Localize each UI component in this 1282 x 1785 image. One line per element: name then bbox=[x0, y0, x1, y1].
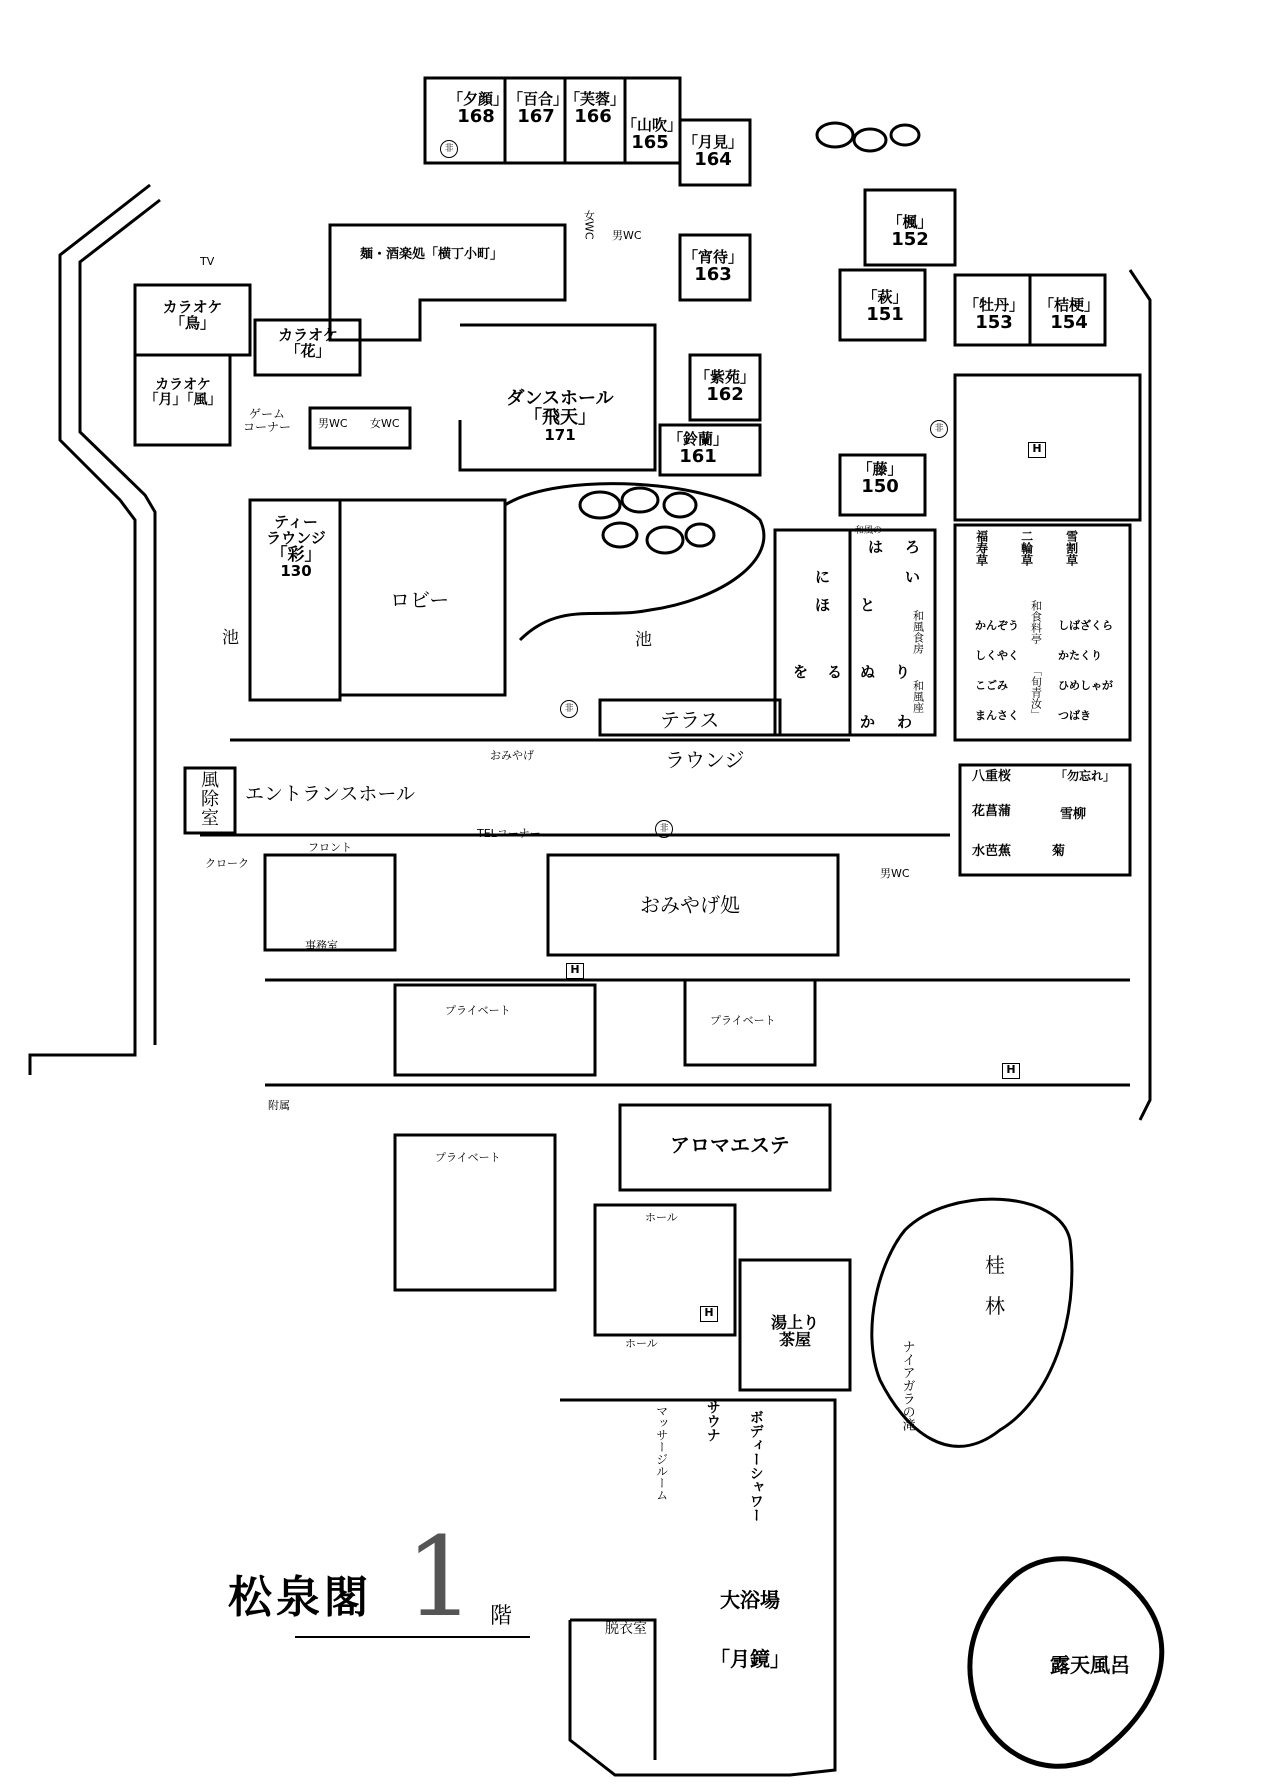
souvenir-label[interactable]: おみやげ処 bbox=[640, 893, 740, 917]
room-162[interactable] bbox=[692, 370, 758, 405]
room-153-name: 「牡丹」 bbox=[963, 296, 1024, 314]
rest-nirinso[interactable]: 二輪草 bbox=[1019, 530, 1034, 566]
niagara-label: ナイアガラの滝 bbox=[899, 1340, 915, 1431]
terrace-label[interactable]: テラス bbox=[660, 708, 720, 732]
tea-lounge-num: 130 bbox=[280, 562, 312, 581]
lobby-label[interactable]: ロビー bbox=[390, 588, 450, 612]
block-yokocho bbox=[330, 225, 565, 340]
floor-title-suffix: 階 bbox=[490, 1604, 513, 1629]
room-168-name: 「夕顔」 bbox=[448, 90, 509, 108]
room-165[interactable] bbox=[622, 116, 683, 153]
karaoke-hana[interactable] bbox=[258, 328, 358, 360]
massage-label[interactable]: マッサージルーム bbox=[654, 1405, 669, 1501]
wc-men-west[interactable]: 男WC bbox=[318, 417, 348, 430]
rest-hanashoubu[interactable]: 花菖蒲 bbox=[972, 804, 1012, 819]
floor-title-name: 松泉閣 bbox=[228, 1572, 372, 1623]
rest-himeshaga[interactable]: ひめしゃが bbox=[1058, 679, 1113, 692]
room-162-num: 162 bbox=[706, 383, 744, 405]
dance-hall[interactable] bbox=[490, 390, 630, 444]
room-161[interactable] bbox=[665, 432, 731, 467]
room-164-name: 「月見」 bbox=[683, 133, 744, 151]
room-167-name: 「百合」 bbox=[508, 90, 569, 108]
floor-title-number: 1 bbox=[405, 1513, 475, 1641]
room-154-name: 「桔梗」 bbox=[1038, 296, 1099, 314]
big-bath[interactable] bbox=[700, 1590, 800, 1670]
tea-lounge[interactable] bbox=[258, 515, 334, 580]
karaoke-tsukikaze[interactable] bbox=[137, 378, 229, 407]
rest-yukiwarisou[interactable]: 雪割草 bbox=[1064, 530, 1079, 566]
washitsu-wa[interactable]: わ bbox=[897, 713, 913, 731]
fire-extinguisher-icon: 非 bbox=[560, 700, 578, 718]
yuzuriha-label: おみやげ bbox=[490, 749, 534, 762]
karaoke-tsukikaze-line1: カラオケ bbox=[155, 377, 211, 393]
rest-mansaku[interactable]: まんさく bbox=[975, 709, 1019, 722]
rest-wasurenagusa[interactable]: 「勿忘れ」 bbox=[1055, 769, 1116, 783]
washitsu-ho[interactable]: ほ bbox=[815, 596, 831, 614]
rest-fukujuso[interactable]: 福寿草 bbox=[974, 530, 989, 566]
rest-kiku[interactable]: 菊 bbox=[1052, 844, 1066, 859]
block-private-a bbox=[395, 985, 595, 1075]
wc-women-north[interactable]: 女WC bbox=[582, 210, 596, 240]
game-corner-line1: ゲーム bbox=[248, 407, 285, 421]
rest-mizubasho[interactable]: 水芭蕉 bbox=[972, 844, 1012, 859]
office-label: 事務室 bbox=[305, 939, 338, 952]
private-c-label[interactable]: プライベート bbox=[435, 1151, 501, 1164]
washitsu-prefix: 和風の bbox=[855, 526, 883, 536]
katsura-line1: 桂 bbox=[985, 1253, 1005, 1277]
private-b-label[interactable]: プライベート bbox=[710, 1014, 776, 1027]
big-bath-line2: 「月鏡」 bbox=[710, 1647, 790, 1671]
tea-lounge-line3: 「彩」 bbox=[270, 544, 322, 565]
room-166[interactable] bbox=[565, 90, 626, 127]
room-151[interactable] bbox=[850, 290, 920, 325]
hydrant-icon: H bbox=[566, 963, 584, 979]
room-163-name: 「宵待」 bbox=[683, 248, 744, 266]
game-corner[interactable] bbox=[232, 408, 302, 433]
rest-shikiyaki[interactable]: しくやく bbox=[975, 649, 1019, 662]
pond-label-courtyard: 池 bbox=[635, 630, 652, 650]
block-dining bbox=[775, 530, 935, 735]
room-164-num: 164 bbox=[694, 148, 732, 170]
room-165-name: 「山吹」 bbox=[622, 116, 683, 134]
rest-hachijuzakura[interactable]: 八重桜 bbox=[972, 769, 1012, 784]
tv-label: TV bbox=[200, 255, 215, 268]
after-bath-line1: 湯上り bbox=[770, 1313, 819, 1332]
washitsu-ni[interactable]: に bbox=[815, 568, 831, 586]
room-162-name: 「紫苑」 bbox=[694, 368, 755, 386]
body-shower-label[interactable]: ボディーシャワー bbox=[747, 1410, 764, 1522]
entrance-hall-label[interactable]: エントランスホール bbox=[245, 783, 416, 805]
lounge-label[interactable]: ラウンジ bbox=[665, 748, 745, 772]
rest-wafuuza: 和風座 bbox=[911, 680, 925, 713]
dance-hall-line1: ダンスホール bbox=[506, 388, 614, 409]
washitsu-ha[interactable]: は bbox=[868, 538, 884, 556]
block-big-bath bbox=[560, 1400, 835, 1775]
fire-extinguisher-icon: 非 bbox=[930, 420, 948, 438]
washitsu-wo[interactable]: を bbox=[793, 663, 809, 681]
room-151-name: 「萩」 bbox=[862, 288, 908, 306]
front-label[interactable]: フロント bbox=[308, 841, 352, 854]
rest-setsurei[interactable]: 雪柳 bbox=[1060, 807, 1087, 822]
sauna-label[interactable]: サウナ bbox=[704, 1400, 721, 1442]
room-153[interactable] bbox=[960, 298, 1028, 333]
private-a-label[interactable]: プライベート bbox=[445, 1004, 511, 1017]
game-corner-line2: コーナー bbox=[242, 419, 291, 434]
hall-b-label: ホール bbox=[625, 1337, 658, 1350]
room-161-num: 161 bbox=[679, 445, 717, 467]
katsura-forest bbox=[975, 1255, 1015, 1317]
windbreak-line2: 除 bbox=[201, 788, 219, 810]
wc-women-west[interactable]: 女WC bbox=[370, 417, 400, 430]
big-bath-line1: 大浴場 bbox=[720, 1588, 780, 1612]
rest-shibazakura[interactable]: しばざくら bbox=[1058, 619, 1113, 632]
west-walkway bbox=[30, 185, 150, 1075]
cloak-label[interactable]: クローク bbox=[205, 857, 249, 870]
aroma-label[interactable]: アロマエステ bbox=[670, 1133, 790, 1157]
block-changing bbox=[570, 1620, 655, 1760]
karaoke-tori-line1: カラオケ bbox=[162, 298, 223, 316]
after-bath-tea[interactable] bbox=[755, 1315, 835, 1349]
yokocho-label[interactable]: 麺・酒楽処「横丁小町」 bbox=[360, 247, 504, 262]
room-151-num: 151 bbox=[866, 303, 904, 325]
room-166-name: 「芙蓉」 bbox=[565, 90, 626, 108]
karaoke-hana-line1: カラオケ bbox=[278, 326, 338, 344]
windbreak-room bbox=[192, 772, 228, 829]
room-154[interactable] bbox=[1035, 298, 1103, 333]
tea-lounge-line2: ラウンジ bbox=[266, 528, 326, 547]
wc-men-north[interactable]: 男WC bbox=[612, 229, 642, 242]
washitsu-i[interactable]: い bbox=[905, 568, 921, 586]
katsura-line2: 林 bbox=[985, 1294, 1005, 1318]
dance-hall-line2: 「飛天」 bbox=[524, 406, 596, 428]
room-165-num: 165 bbox=[631, 131, 669, 153]
room-150[interactable] bbox=[845, 462, 915, 497]
karaoke-hana-line2: 「花」 bbox=[285, 341, 331, 360]
tel-corner-label[interactable]: TELコーナー bbox=[477, 827, 541, 840]
wc-men-east[interactable]: 男WC bbox=[880, 867, 910, 880]
washitsu-ka[interactable]: か bbox=[860, 713, 876, 731]
fire-extinguisher-icon: 非 bbox=[655, 820, 673, 838]
room-166-num: 166 bbox=[574, 105, 612, 127]
washitsu-ro[interactable]: ろ bbox=[905, 538, 921, 556]
room-154-num: 154 bbox=[1050, 311, 1088, 333]
room-150-num: 150 bbox=[861, 475, 899, 497]
rest-tsubaki[interactable]: つばき bbox=[1058, 709, 1091, 722]
rest-kanzou[interactable]: かんぞう bbox=[975, 619, 1019, 632]
room-163[interactable] bbox=[683, 250, 743, 285]
karaoke-tori-line2: 「鳥」 bbox=[169, 313, 215, 332]
room-168-num: 168 bbox=[457, 105, 495, 127]
washitsu-nu[interactable]: ぬ bbox=[860, 663, 876, 681]
room-168[interactable] bbox=[448, 90, 509, 127]
hydrant-icon: H bbox=[700, 1306, 718, 1322]
washitsu-ru[interactable]: る bbox=[827, 663, 843, 681]
dance-hall-num: 171 bbox=[544, 425, 576, 444]
rest-ryoutei: 和食料亭 bbox=[1029, 600, 1043, 644]
block-office bbox=[265, 855, 395, 950]
rest-shunsai: 「旬青汝」 bbox=[1029, 665, 1043, 720]
hall-a-label: ホール bbox=[645, 1211, 678, 1224]
changing-room-label[interactable]: 脱衣室 bbox=[605, 1621, 647, 1637]
room-152[interactable] bbox=[875, 215, 945, 250]
room-153-num: 153 bbox=[975, 311, 1013, 333]
block-east-hall bbox=[955, 375, 1140, 520]
hydrant-icon: H bbox=[1028, 442, 1046, 458]
open-air-bath-label[interactable]: 露天風呂 bbox=[1050, 1653, 1130, 1677]
windbreak-line1: 風 bbox=[201, 770, 219, 791]
room-164[interactable] bbox=[683, 135, 743, 170]
rest-washoku-dining: 和風食房 bbox=[911, 610, 925, 654]
karaoke-tori[interactable] bbox=[140, 300, 245, 332]
pond-label-west: 池 bbox=[222, 628, 239, 648]
room-152-name: 「楓」 bbox=[887, 213, 933, 231]
room-161-name: 「鈴蘭」 bbox=[667, 430, 728, 448]
room-167-num: 167 bbox=[517, 105, 555, 127]
room-150-name: 「藤」 bbox=[857, 460, 903, 478]
hydrant-icon: H bbox=[1002, 1063, 1020, 1079]
washitsu-ri[interactable]: り bbox=[895, 663, 911, 681]
rest-katakuri[interactable]: かたくり bbox=[1058, 649, 1102, 662]
room-167[interactable] bbox=[508, 90, 569, 127]
windbreak-line3: 室 bbox=[201, 807, 219, 829]
tea-lounge-line1: ティー bbox=[274, 513, 318, 531]
room-152-num: 152 bbox=[891, 228, 929, 250]
rest-kogomi[interactable]: こごみ bbox=[975, 679, 1008, 692]
fuzoku-label: 附属 bbox=[268, 1099, 290, 1112]
karaoke-tsukikaze-line2: 「月」「風」 bbox=[144, 391, 222, 408]
fire-extinguisher-icon: 非 bbox=[440, 140, 458, 158]
washitsu-to[interactable]: と bbox=[860, 596, 876, 614]
after-bath-line2: 茶屋 bbox=[778, 1329, 811, 1349]
room-163-num: 163 bbox=[694, 263, 732, 285]
